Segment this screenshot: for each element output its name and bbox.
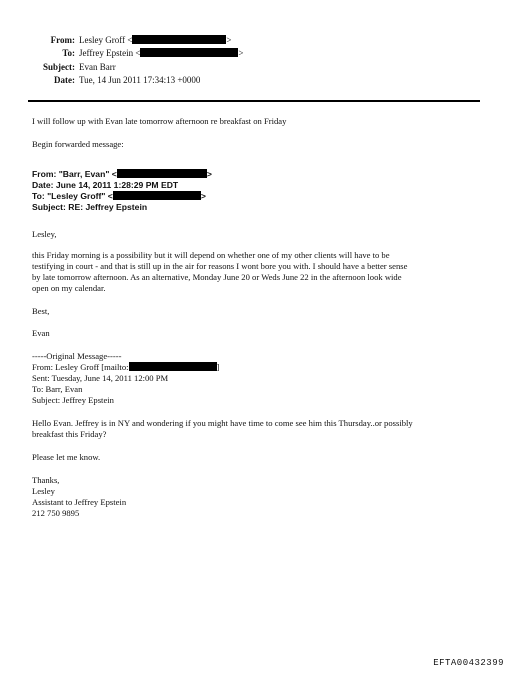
original-body-line: breakfast this Friday? xyxy=(32,429,107,439)
document-id: EFTA00432399 xyxy=(433,658,504,668)
fwd-from-text: From: "Barr, Evan" < xyxy=(32,169,117,179)
original-subject-line: Subject: Jeffrey Epstein xyxy=(32,395,114,405)
fwd-to-line xyxy=(32,191,206,202)
original-from-text: From: Lesley Groff [mailto: xyxy=(32,362,129,372)
intro-line: I will follow up with Evan late tomorrow afternoon re breakfast on Friday xyxy=(32,116,287,126)
redaction-block xyxy=(117,169,207,178)
reply-body-line: by late tomorrow afternoon. As an alternative, Monday June 20 or Weds June 22 in the afternoon look wide xyxy=(32,272,402,282)
header-to-value xyxy=(79,47,243,60)
header-to-close: > xyxy=(238,48,244,58)
original-body-line: Hello Evan. Jeffrey is in NY and wondering if you might have time to come see him this Thursday..or possibly xyxy=(32,418,413,428)
redaction-block xyxy=(140,48,238,57)
original-from-line xyxy=(32,362,480,373)
header-from-label: From: xyxy=(50,35,75,45)
fwd-to-text: To: "Lesley Groff" < xyxy=(32,191,113,201)
header-to-label: To: xyxy=(62,48,75,58)
redaction-block xyxy=(132,35,226,44)
original-to-line: To: Barr, Evan xyxy=(32,384,83,394)
original-sig-line: Lesley xyxy=(32,486,55,496)
fwd-date-line xyxy=(32,180,178,191)
header-from-value xyxy=(79,34,231,47)
fwd-from-line xyxy=(32,169,212,180)
original-sent-line: Sent: Tuesday, June 14, 2011 12:00 PM xyxy=(32,373,169,383)
original-sig-line: Assistant to Jeffrey Epstein xyxy=(32,497,127,507)
original-sig-line: 212 750 9895 xyxy=(32,508,80,518)
header-divider xyxy=(28,100,480,102)
begin-forwarded: Begin forwarded message: xyxy=(32,139,124,149)
header-to-text: Jeffrey Epstein < xyxy=(79,48,141,58)
reply-body-line: testifying in court - and that is still up in the air for reasons I wont bore you with. I should have a better sense xyxy=(32,261,408,271)
reply-closing: Best, xyxy=(32,306,50,316)
fwd-from-close: > xyxy=(206,169,212,179)
header-date-value: Tue, 14 Jun 2011 17:34:13 +0000 xyxy=(79,75,201,85)
reply-greeting: Lesley, xyxy=(32,229,57,239)
fwd-date-text: Date: June 14, 2011 1:28:29 PM EDT xyxy=(32,180,179,190)
reply-signature: Evan xyxy=(32,328,50,338)
original-from-close: ] xyxy=(216,362,220,372)
header-subject-value: Evan Barr xyxy=(79,62,116,72)
original-sig-line: Thanks, xyxy=(32,475,60,485)
fwd-to-close: > xyxy=(200,191,206,201)
reply-body-line: open on my calendar. xyxy=(32,283,106,293)
redaction-block xyxy=(129,362,217,371)
original-separator: -----Original Message----- xyxy=(32,351,122,361)
header-date-label: Date: xyxy=(54,75,75,85)
fwd-subject-text: Subject: RE: Jeffrey Epstein xyxy=(32,202,148,212)
fwd-subject-line xyxy=(32,202,147,213)
header-from-text: Lesley Groff < xyxy=(79,35,133,45)
header-from-close: > xyxy=(226,35,232,45)
header-subject-label: Subject: xyxy=(43,62,75,72)
original-please: Please let me know. xyxy=(32,452,101,462)
redaction-block xyxy=(113,191,201,200)
reply-body-line: this Friday morning is a possibility but it will depend on whether one of my other clients will have to be xyxy=(32,250,390,260)
